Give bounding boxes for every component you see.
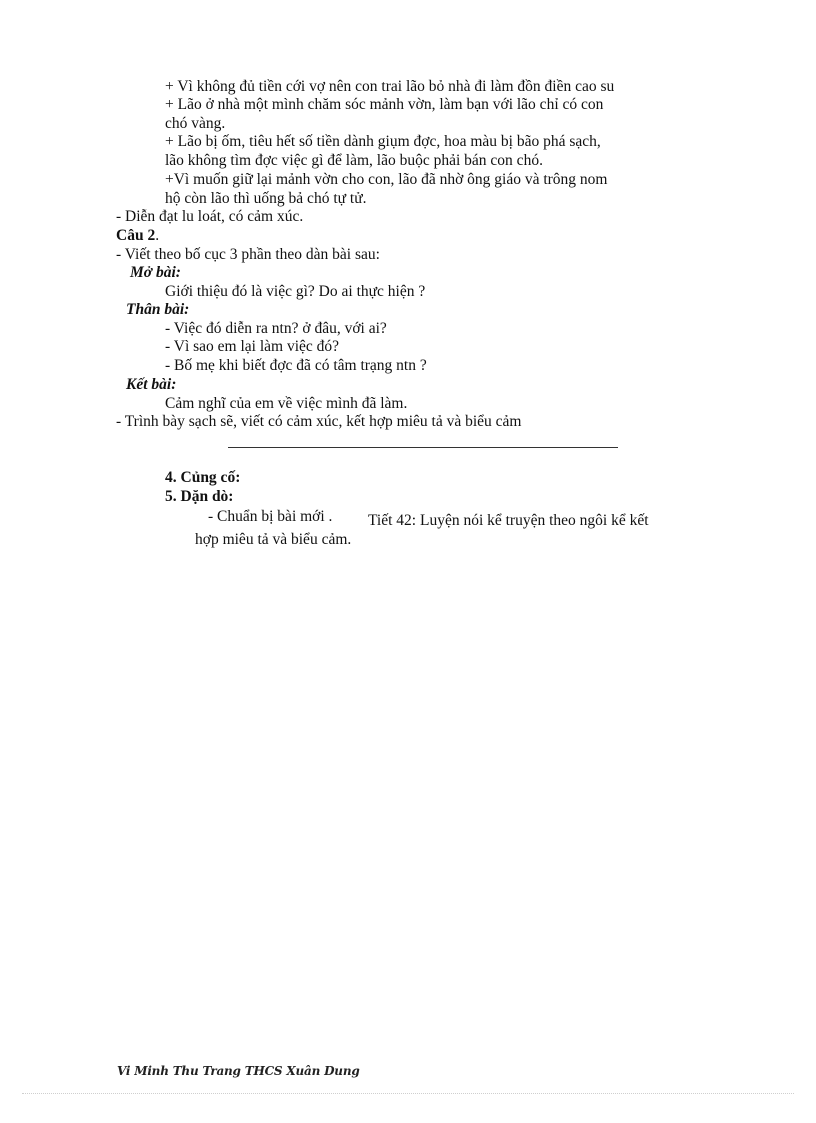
cau2-title-suffix: .	[155, 227, 160, 244]
answer-point-2: + Lão ở nhà một mình chăm sóc mảnh vờn, làm bạn với lão chỉ có con	[165, 96, 604, 113]
ket-bai-label: Kết bài:	[126, 376, 177, 393]
cau2-title: Câu 2	[116, 227, 156, 244]
than-bai-item-1: - Việc đó diễn ra ntn? ở đâu, với ai?	[165, 320, 387, 337]
section-divider	[228, 447, 618, 448]
than-bai-label: Thân bài:	[126, 301, 190, 318]
answer-point-4-cont: hộ còn lão thì uống bả chó tự tử.	[165, 190, 367, 207]
page-bottom-border	[22, 1093, 794, 1094]
answer-point-3-cont: lão không tìm đợc việc gì để làm, lão buộc phải bán con chó.	[165, 152, 543, 169]
page-footer: Vi Minh Thu Trang THCS Xuân Dung	[117, 1064, 360, 1078]
mo-bai-text: Giới thiệu đó là việc gì? Do ai thực hiện ?	[165, 283, 426, 300]
cung-co-heading: 4. Củng cố:	[165, 469, 241, 486]
chuan-bi-lesson: Tiết 42: Luyện nói kể truyện theo ngôi kể kết	[368, 512, 649, 529]
cau2-intro: - Viết theo bố cục 3 phần theo dàn bài sau:	[116, 246, 380, 263]
dan-do-heading: 5. Dặn dò:	[165, 488, 234, 505]
cau2-note: - Trình bày sạch sẽ, viết có cảm xúc, kết hợp miêu tả và biểu cảm	[116, 413, 522, 430]
chuan-bi-label: - Chuẩn bị bài mới .	[208, 508, 333, 525]
answer-point-2-cont: chó vàng.	[165, 115, 226, 132]
chuan-bi-lesson-cont: hợp miêu tả và biểu cảm.	[195, 531, 352, 548]
cau2-heading	[116, 227, 159, 245]
than-bai-item-3: - Bố mẹ khi biết đợc đã có tâm trạng ntn ?	[165, 357, 427, 374]
ket-bai-text: Cảm nghĩ của em về việc mình đã làm.	[165, 395, 408, 412]
mo-bai-label: Mở bài:	[130, 264, 181, 281]
answer-point-4: +Vì muốn giữ lại mảnh vờn cho con, lão đã nhờ ông giáo và trông nom	[165, 171, 608, 188]
cau1-note: - Diễn đạt lu loát, có cảm xúc.	[116, 208, 304, 225]
answer-point-3: + Lão bị ốm, tiêu hết số tiền dành giụm đợc, hoa màu bị bão phá sạch,	[165, 133, 601, 150]
than-bai-item-2: - Vì sao em lại làm việc đó?	[165, 338, 340, 355]
answer-point-1: + Vì không đủ tiền cới vợ nên con trai lão bỏ nhà đi làm đồn điền cao su	[165, 78, 615, 95]
